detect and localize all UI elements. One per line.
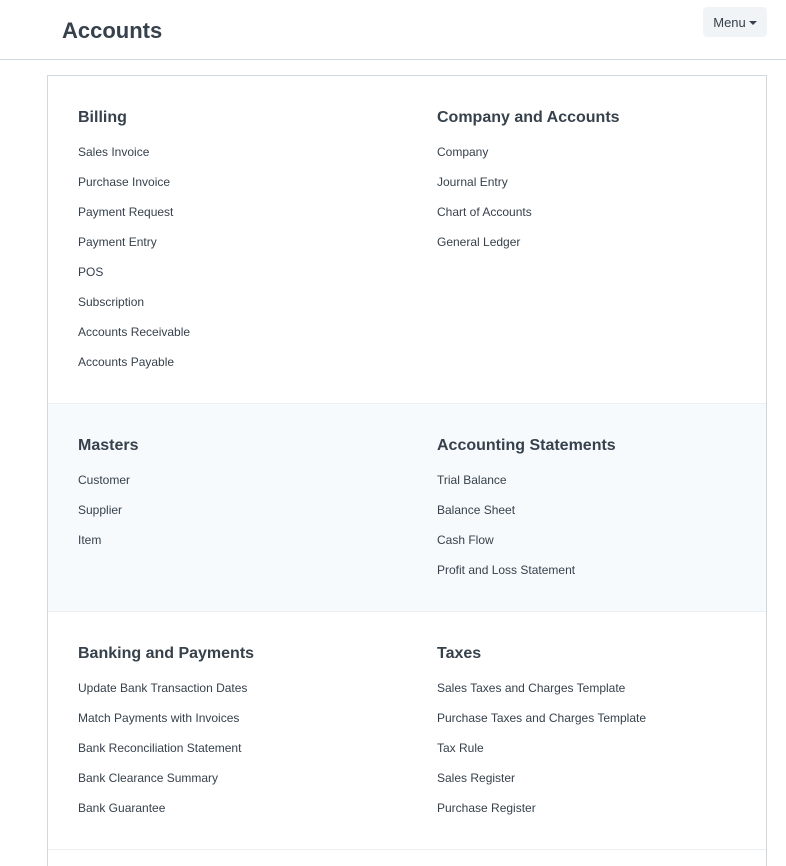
modules-panel [47, 75, 767, 866]
link-profit-and-loss-statement[interactable]: Profit and Loss Statement [437, 563, 576, 577]
link-payment-entry[interactable]: Payment Entry [78, 235, 157, 249]
link-sales-invoice[interactable]: Sales Invoice [78, 145, 150, 159]
section-row [48, 404, 766, 612]
link-purchase-register[interactable]: Purchase Register [437, 801, 536, 815]
link-accounts-payable[interactable]: Accounts Payable [78, 355, 175, 369]
link-update-bank-transaction-dates[interactable]: Update Bank Transaction Dates [78, 681, 248, 695]
link-company[interactable]: Company [437, 145, 489, 159]
link-match-payments-with-invoices[interactable]: Match Payments with Invoices [78, 711, 240, 725]
section-row [48, 612, 766, 850]
link-bank-clearance-summary[interactable]: Bank Clearance Summary [78, 771, 219, 785]
link-tax-rule[interactable]: Tax Rule [437, 741, 484, 755]
link-accounts-receivable[interactable]: Accounts Receivable [78, 325, 191, 339]
link-chart-of-accounts[interactable]: Chart of Accounts [437, 205, 532, 219]
caret-down-icon [749, 21, 757, 25]
link-bank-guarantee[interactable]: Bank Guarantee [78, 801, 166, 815]
section-title: Taxes [437, 645, 482, 662]
link-purchase-taxes-and-charges-template[interactable]: Purchase Taxes and Charges Template [437, 711, 647, 725]
link-item[interactable]: Item [78, 533, 102, 547]
link-pos[interactable]: POS [78, 265, 104, 279]
link-bank-reconciliation-statement[interactable]: Bank Reconciliation Statement [78, 741, 242, 755]
link-cash-flow[interactable]: Cash Flow [437, 533, 494, 547]
link-purchase-invoice[interactable]: Purchase Invoice [78, 175, 171, 189]
page-header [0, 0, 786, 60]
page-title: Accounts [62, 18, 163, 43]
section-title: Banking and Payments [78, 645, 255, 662]
menu-button[interactable] [703, 7, 767, 37]
link-sales-register[interactable]: Sales Register [437, 771, 516, 785]
section-title: Company and Accounts [437, 109, 620, 126]
section-title: Billing [78, 109, 127, 126]
link-general-ledger[interactable]: General Ledger [437, 235, 521, 249]
link-journal-entry[interactable]: Journal Entry [437, 175, 508, 189]
section-title: Accounting Statements [437, 437, 616, 454]
link-trial-balance[interactable]: Trial Balance [437, 473, 507, 487]
menu-button-label: Menu [713, 14, 746, 30]
link-subscription[interactable]: Subscription [78, 295, 145, 309]
link-supplier[interactable]: Supplier [78, 503, 123, 517]
link-customer[interactable]: Customer [78, 473, 131, 487]
link-payment-request[interactable]: Payment Request [78, 205, 174, 219]
section-title: Masters [78, 437, 139, 454]
section-row [48, 76, 766, 404]
link-balance-sheet[interactable]: Balance Sheet [437, 503, 516, 517]
link-sales-taxes-and-charges-template[interactable]: Sales Taxes and Charges Template [437, 681, 626, 695]
